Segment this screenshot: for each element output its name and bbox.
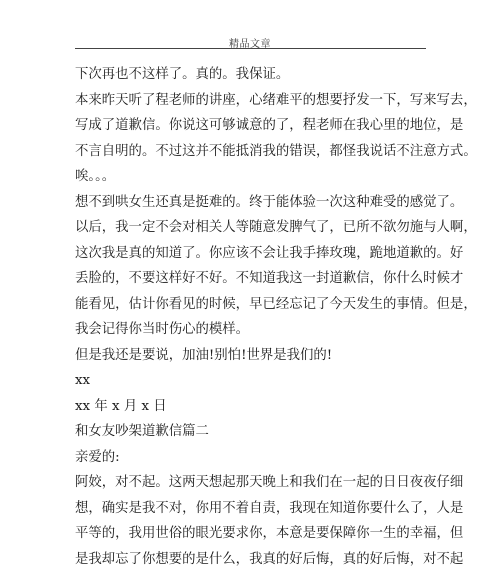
text-line: 以后，我一定不会对相关人等随意发脾气了，已所不欲勿施与人啊， (75, 215, 427, 241)
text-line: 下次再也不这样了。真的。我保证。 (75, 62, 427, 88)
text-line: 平等的，我用世俗的眼光要求你，本意是要保障你一生的幸福，但 (75, 521, 427, 547)
text-line: 这次我是真的知道了。你应该不会让我手捧玫瑰，跪地道歉的。好 (75, 241, 427, 267)
page-header-title: 精品文章 (0, 35, 500, 50)
header-divider (75, 48, 426, 49)
text-line: 唉。。。 (75, 164, 427, 190)
signature-date: xx 年 x 月 x 日 (75, 394, 427, 420)
text-line: 想，确实是我不对，你用不着自责，我现在知道你要什么了，人是 (75, 496, 427, 522)
text-line: 本来昨天听了程老师的讲座，心绪难平的想要抒发一下，写来写去， (75, 88, 427, 114)
section-title: 和女友吵架道歉信篇二 (75, 419, 427, 445)
signature-name: xx (75, 368, 427, 394)
salutation: 亲爱的: (75, 445, 427, 471)
text-line: 但是我还是要说，加油!别怕!世界是我们的! (75, 343, 427, 369)
text-line: 丢脸的，不要这样好不好。不知道我这一封道歉信，你什么时候才 (75, 266, 427, 292)
text-line: 写成了道歉信。你说这可够诚意的了，程老师在我心里的地位，是 (75, 113, 427, 139)
article-body (75, 62, 427, 572)
text-line: 想不到哄女生还真是挺难的。终于能体验一次这种难受的感觉了。 (75, 190, 427, 216)
text-line: 不言自明的。不过这并不能抵消我的错误，都怪我说话不注意方式。 (75, 139, 427, 165)
text-line: 能看见，估计你看见的时候，早已经忘记了今天发生的事情。但是， (75, 292, 427, 318)
text-line: 是我却忘了你想要的是什么，我真的好后悔，真的好后悔，对不起 (75, 547, 427, 572)
text-line: 阿姣，对不起。这两天想起那天晚上和我们在一起的日日夜夜仔细 (75, 470, 427, 496)
text-line: 我会记得你当时伤心的模样。 (75, 317, 427, 343)
